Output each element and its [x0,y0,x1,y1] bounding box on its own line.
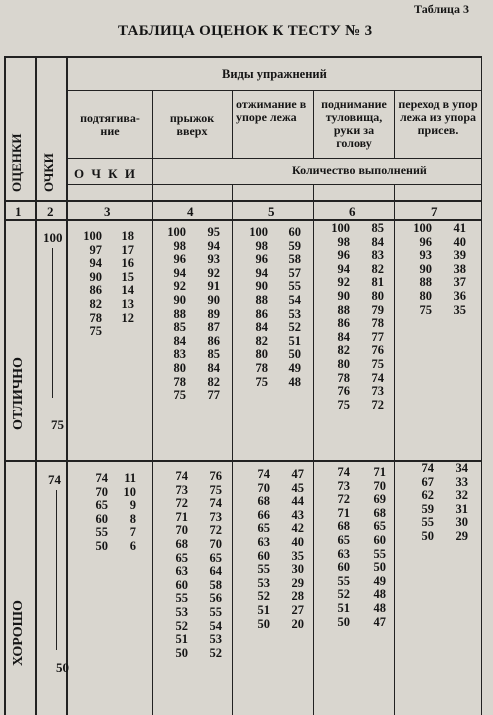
table-cell: 55 [257,562,270,577]
table-cell: 15 [121,269,134,284]
table-cell: 45 [291,480,304,495]
table-cell: 55 [421,515,434,530]
table-cell: 57 [288,265,301,280]
table-cell: 18 [121,229,134,243]
table-cell: 70 [257,480,270,495]
table-cell: 84 [173,333,186,348]
table-cell: 74 [95,471,108,485]
table-cell: 42 [291,521,304,536]
table-cell: 54 [288,292,301,307]
table-cell: 73 [175,482,188,497]
table-cell: 52 [257,589,270,604]
table-cell: 53 [288,306,301,321]
exercise-pushup: отжимание в упоре лежа [236,97,307,124]
table-cell: 55 [209,604,222,619]
excellent-c4-counts [196,226,220,403]
table-cell: 80 [173,360,186,375]
table-cell: 70 [209,536,222,551]
table-cell: 82 [371,261,384,276]
table-cell: 60 [257,548,270,563]
table-cell: 14 [121,283,134,298]
excellent-c7-points [404,222,432,317]
table-cell: 88 [419,275,432,290]
table-cell: 63 [257,534,270,549]
table-cell: 20 [291,616,304,631]
table-cell: 48 [288,374,301,389]
table-cell: 53 [209,632,222,647]
table-cell: 29 [455,528,468,543]
table-cell: 94 [337,261,350,276]
table-cell: 62 [421,488,434,503]
table-cell: 86 [337,316,350,331]
excellent-c3-points [72,230,102,339]
table-cell: 52 [337,587,350,602]
table-cell: 67 [421,474,434,489]
table-cell: 49 [288,360,301,375]
range-arrow [52,248,53,398]
table-cell: 17 [121,242,134,257]
col-number: 2 [47,204,54,219]
table-cell: 50 [288,347,301,362]
table-cell: 34 [455,461,468,475]
good-c6-points [322,466,350,629]
table-cell: 75 [337,397,350,412]
good-c4-counts [198,470,222,660]
table-cell: 73 [209,509,222,524]
table-cell: 84 [207,360,220,375]
table-cell: 95 [207,225,220,239]
table-cell: 83 [371,248,384,263]
table-cell: 72 [371,397,384,412]
good-c4-points [160,470,188,660]
table-cell: 100 [331,221,350,235]
table-cell: 84 [371,234,384,249]
table-cell: 96 [255,252,268,267]
table-cell: 77 [207,388,220,403]
table-cell: 55 [175,591,188,606]
table-cell: 63 [175,564,188,579]
table-cell: 50 [95,538,108,553]
table-cell: 78 [89,310,102,325]
table-cell: 70 [373,478,386,493]
table-cell: 97 [89,242,102,257]
table-cell: 92 [337,275,350,290]
table-cell: 59 [421,501,434,516]
table-cell: 47 [373,614,386,629]
table-cell: 37 [453,275,466,290]
table-cell: 40 [453,234,466,249]
points-range-bottom: 75 [51,417,64,432]
table-cell: 12 [121,310,134,325]
table-cell: 80 [371,288,384,303]
table-cell: 79 [371,302,384,317]
table-cell: 50 [175,645,188,660]
table-cell: 74 [257,467,270,481]
excellent-c6-points [322,222,350,412]
col-number: 6 [349,204,356,219]
table-cell: 50 [421,528,434,543]
grade-excellent: ОТЛИЧНО [11,357,26,430]
grades-header: ОЦЕНКИ [9,133,24,192]
table-cell: 80 [337,356,350,371]
table-cell: 75 [255,374,268,389]
table-cell: 65 [373,519,386,534]
good-c3-points [82,472,108,554]
exercise-situp: поднимание туловища, руки за голову [321,97,387,150]
table-cell: 92 [207,265,220,280]
table-cell: 70 [175,523,188,538]
table-cell: 29 [291,575,304,590]
table-cell: 59 [288,238,301,253]
table-cell: 82 [337,343,350,358]
table-cell: 30 [291,562,304,577]
table-cell: 60 [373,532,386,547]
table-cell: 78 [371,316,384,331]
table-cell: 65 [95,498,108,513]
points-range-bottom: 50 [56,660,69,675]
col-number: 5 [268,204,275,219]
table-cell: 68 [175,536,188,551]
excellent-c4-points [158,226,186,403]
table-cell: 50 [337,614,350,629]
table-cell: 71 [373,465,386,479]
table-cell: 6 [129,538,136,553]
table-cell: 68 [373,505,386,520]
exercises-header: Виды упражнений [222,67,327,81]
table-cell: 74 [337,465,350,479]
table-cell: 30 [455,515,468,530]
table-cell: 51 [175,632,188,647]
table-cell: 60 [337,560,350,575]
table-cell: 100 [83,229,102,243]
table-cell: 52 [209,645,222,660]
table-cell: 39 [453,248,466,263]
table-cell: 75 [209,482,222,497]
page-title: ТАБЛИЦА ОЦЕНОК К ТЕСТУ № 3 [118,23,373,39]
table-cell: 96 [337,248,350,263]
table-cell: 73 [371,384,384,399]
table-cell: 86 [207,333,220,348]
table-cell: 60 [175,577,188,592]
table-cell: 69 [373,492,386,507]
table-cell: 90 [207,292,220,307]
table-cell: 82 [255,333,268,348]
table-cell: 65 [209,550,222,565]
table-cell: 64 [209,564,222,579]
table-cell: 35 [453,302,466,317]
table-cell: 44 [291,494,304,509]
table-cell: 48 [373,587,386,602]
good-c3-counts [116,472,136,554]
table-cell: 32 [455,488,468,503]
col-number: 4 [187,204,194,219]
table-cell: 74 [421,461,434,475]
table-cell: 41 [453,221,466,235]
good-c6-counts [362,466,386,629]
points-row-label: О Ч К И [74,166,137,181]
exercise-pullup: подтягива-ние [80,111,140,138]
table-cell: 11 [124,471,136,485]
count-label: Количество выполнений [292,163,427,177]
table-cell: 83 [173,347,186,362]
table-cell: 88 [173,306,186,321]
table-cell: 74 [209,496,222,511]
table-cell: 72 [175,496,188,511]
table-cell: 52 [175,618,188,633]
table-cell: 75 [419,302,432,317]
table-cell: 75 [173,388,186,403]
table-cell: 73 [337,478,350,493]
points-header: ОЧКИ [41,153,56,192]
excellent-c6-counts [360,222,384,412]
table-cell: 98 [255,238,268,253]
table-cell: 100 [413,221,432,235]
table-cell: 88 [255,292,268,307]
table-cell: 58 [209,577,222,592]
table-cell: 78 [337,370,350,385]
excellent-c3-counts [108,230,134,325]
table-cell: 53 [257,575,270,590]
table-cell: 89 [207,306,220,321]
table-cell: 76 [371,343,384,358]
excellent-c5-counts [277,226,301,389]
table-cell: 100 [249,225,268,239]
table-cell: 66 [257,507,270,522]
col-number: 3 [104,204,111,219]
table-cell: 38 [453,261,466,276]
table-cell: 91 [207,279,220,294]
table-cell: 84 [255,320,268,335]
table-cell: 82 [89,296,102,311]
table-cell: 75 [371,356,384,371]
table-cell: 78 [173,374,186,389]
table-cell: 33 [455,474,468,489]
table-cell: 94 [207,238,220,253]
table-cell: 98 [173,238,186,253]
table-cell: 50 [373,560,386,575]
table-cell: 60 [95,511,108,526]
table-cell: 16 [121,256,134,271]
table-cell: 84 [337,329,350,344]
table-cell: 77 [371,329,384,344]
table-cell: 68 [257,494,270,509]
table-cell: 76 [337,384,350,399]
table-cell: 13 [121,296,134,311]
table-cell: 28 [291,589,304,604]
table-cell: 90 [255,279,268,294]
table-cell: 8 [129,511,136,526]
good-c7-points [406,462,434,544]
table-cell: 72 [209,523,222,538]
table-cell: 53 [175,604,188,619]
range-arrow [56,490,57,650]
table-cell: 94 [173,265,186,280]
table-cell: 55 [95,525,108,540]
good-c5-points [242,468,270,631]
table-cell: 75 [89,324,102,339]
table-cell: 90 [337,288,350,303]
table-cell: 55 [288,279,301,294]
table-cell: 93 [419,248,432,263]
table-cell: 94 [255,265,268,280]
table-cell: 74 [371,370,384,385]
table-cell: 92 [173,279,186,294]
table-cell: 90 [173,292,186,307]
table-cell: 100 [167,225,186,239]
table-cell: 78 [255,360,268,375]
table-cell: 86 [89,283,102,298]
table-cell: 82 [207,374,220,389]
good-c7-counts [444,462,468,544]
table-cell: 51 [288,333,301,348]
table-cell: 98 [337,234,350,249]
table-cell: 7 [129,525,136,540]
table-cell: 65 [257,521,270,536]
table-cell: 94 [89,256,102,271]
table-cell: 54 [209,618,222,633]
table-cell: 81 [371,275,384,290]
table-cell: 74 [175,469,188,483]
table-cell: 10 [123,484,136,499]
table-cell: 72 [337,492,350,507]
table-number: Таблица 3 [414,2,469,16]
table-cell: 88 [337,302,350,317]
points-range-top: 74 [48,472,61,487]
excellent-c5-points [240,226,268,389]
col-number: 1 [15,204,22,219]
table-cell: 58 [288,252,301,267]
table-cell: 63 [337,546,350,561]
table-cell: 71 [175,509,188,524]
table-cell: 65 [175,550,188,565]
table-cell: 85 [371,221,384,235]
table-cell: 70 [95,484,108,499]
table-cell: 36 [453,288,466,303]
table-cell: 48 [373,600,386,615]
table-cell: 86 [255,306,268,321]
table-cell: 51 [337,600,350,615]
table-cell: 65 [337,532,350,547]
table-cell: 9 [129,498,136,513]
table-cell: 35 [291,548,304,563]
table-cell: 27 [291,602,304,617]
table-cell: 87 [207,320,220,335]
table-cell: 90 [89,269,102,284]
grade-good: ХОРОШО [11,600,26,666]
table-cell: 96 [173,252,186,267]
table-cell: 68 [337,519,350,534]
table-cell: 55 [373,546,386,561]
col-number: 7 [431,204,438,219]
table-cell: 40 [291,534,304,549]
good-c5-counts [280,468,304,631]
table-cell: 85 [207,347,220,362]
points-range-top: 100 [43,230,63,245]
table-cell: 50 [257,616,270,631]
exercise-squat-thrust: переход в упор лежа из упора присев. [398,97,478,137]
table-cell: 60 [288,225,301,239]
table-cell: 93 [207,252,220,267]
table-cell: 85 [173,320,186,335]
table-cell: 49 [373,573,386,588]
table-cell: 47 [291,467,304,481]
excellent-c7-counts [444,222,466,317]
table-cell: 71 [337,505,350,520]
table-cell: 76 [209,469,222,483]
table-cell: 51 [257,602,270,617]
table-cell: 96 [419,234,432,249]
table-cell: 90 [419,261,432,276]
table-cell: 80 [255,347,268,362]
table-cell: 43 [291,507,304,522]
table-cell: 80 [419,288,432,303]
table-cell: 55 [337,573,350,588]
table-cell: 52 [288,320,301,335]
exercise-jump: прыжок вверх [169,111,215,138]
table-cell: 31 [455,501,468,516]
table-cell: 56 [209,591,222,606]
